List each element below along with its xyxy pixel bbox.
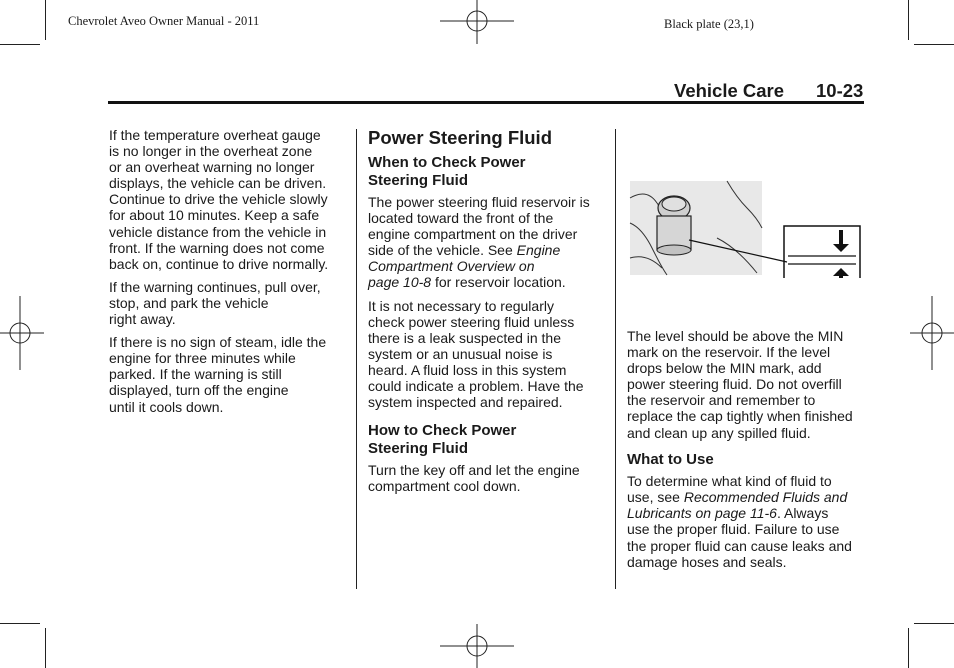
- header-rule: [108, 101, 864, 104]
- paragraph: If the warning continues, pull over, stop, and park the vehicle right away.: [109, 278, 321, 328]
- crop-mark: [914, 44, 954, 45]
- column-1: [109, 127, 349, 422]
- min-max-detail: [784, 226, 860, 278]
- crop-mark: [0, 623, 40, 624]
- paragraph: It is not necessary to regularly check power steering fluid unless there is a leak suspected in the system or an unusual noise is heard. A fluid loss in this system could indicate a problem. Have the system inspected and repaired.: [368, 297, 584, 411]
- subheading: What to Use: [627, 450, 714, 468]
- paragraph: The level should be above the MIN mark on the reservoir. If the level drops below the MIN mark, add power steering fluid. Do not overfill the reservoir and remember to replace the cap tightly when finished and clean up any spilled fluid.: [627, 328, 853, 441]
- section-title: Vehicle Care: [674, 80, 785, 101]
- arrow-down-icon: [833, 230, 849, 252]
- column-2: [368, 127, 608, 501]
- registration-mark-top: [440, 0, 514, 44]
- page-number: 10-23: [816, 80, 864, 101]
- crop-mark: [0, 44, 40, 45]
- cross-reference-link[interactable]: Recommended Fluids and: [683, 489, 848, 506]
- column-3: [627, 328, 867, 577]
- cross-reference-link[interactable]: page 10-8: [368, 274, 432, 291]
- paragraph: If there is no sign of steam, idle the engine for three minutes while parked. If the warning is still displayed, turn off the engine until it cools down.: [109, 334, 327, 415]
- paragraph: Turn the key off and let the engine compartment cool down.: [368, 462, 580, 495]
- registration-mark-left: [0, 296, 44, 370]
- crop-mark: [914, 623, 954, 624]
- subheading: When to Check Power Steering Fluid: [368, 154, 526, 189]
- registration-mark-right: [910, 296, 954, 370]
- crop-mark: [45, 628, 46, 668]
- subheading: How to Check Power Steering Fluid: [368, 422, 517, 457]
- column-divider: [356, 129, 357, 589]
- arrow-up-icon: [833, 268, 849, 278]
- cross-reference-link[interactable]: Compartment Overview on: [368, 258, 535, 275]
- reservoir-illustration: [627, 178, 863, 278]
- crop-mark: [908, 628, 909, 668]
- paragraph: If the temperature overheat gauge is no longer in the overheat zone or an overheat warning no longer displays, the vehicle can be driven. Continue to drive the vehicle slowly for about 10 minutes. Keep a safe vehicle distance from the vehicle in front. If the warning does not come back on, continue to drive normally.: [109, 127, 329, 272]
- column-divider: [615, 129, 616, 589]
- crop-mark: [45, 0, 46, 40]
- cross-reference-link[interactable]: Lubricants on page 11-6: [627, 505, 777, 522]
- paragraph: To determine what kind of fluid to use, see Recommended Fluids and Lubricants on page 11-6. Always use the proper fluid. Failure to use the proper fluid can cause leaks and damage hoses and seals.: [627, 473, 852, 570]
- section-heading: Power Steering Fluid: [368, 127, 552, 148]
- cross-reference-link[interactable]: Engine: [516, 242, 561, 259]
- paragraph: The power steering fluid reservoir is located toward the front of the engine compartment on the driver side of the vehicle. See Engine Compartment Overview on page 10-8 for reservoir location.: [368, 194, 608, 291]
- manual-title: Chevrolet Aveo Owner Manual - 2011: [68, 14, 260, 28]
- crop-mark: [908, 0, 909, 40]
- registration-mark-bottom: [440, 624, 514, 668]
- plate-id: Black plate (23,1): [664, 17, 754, 31]
